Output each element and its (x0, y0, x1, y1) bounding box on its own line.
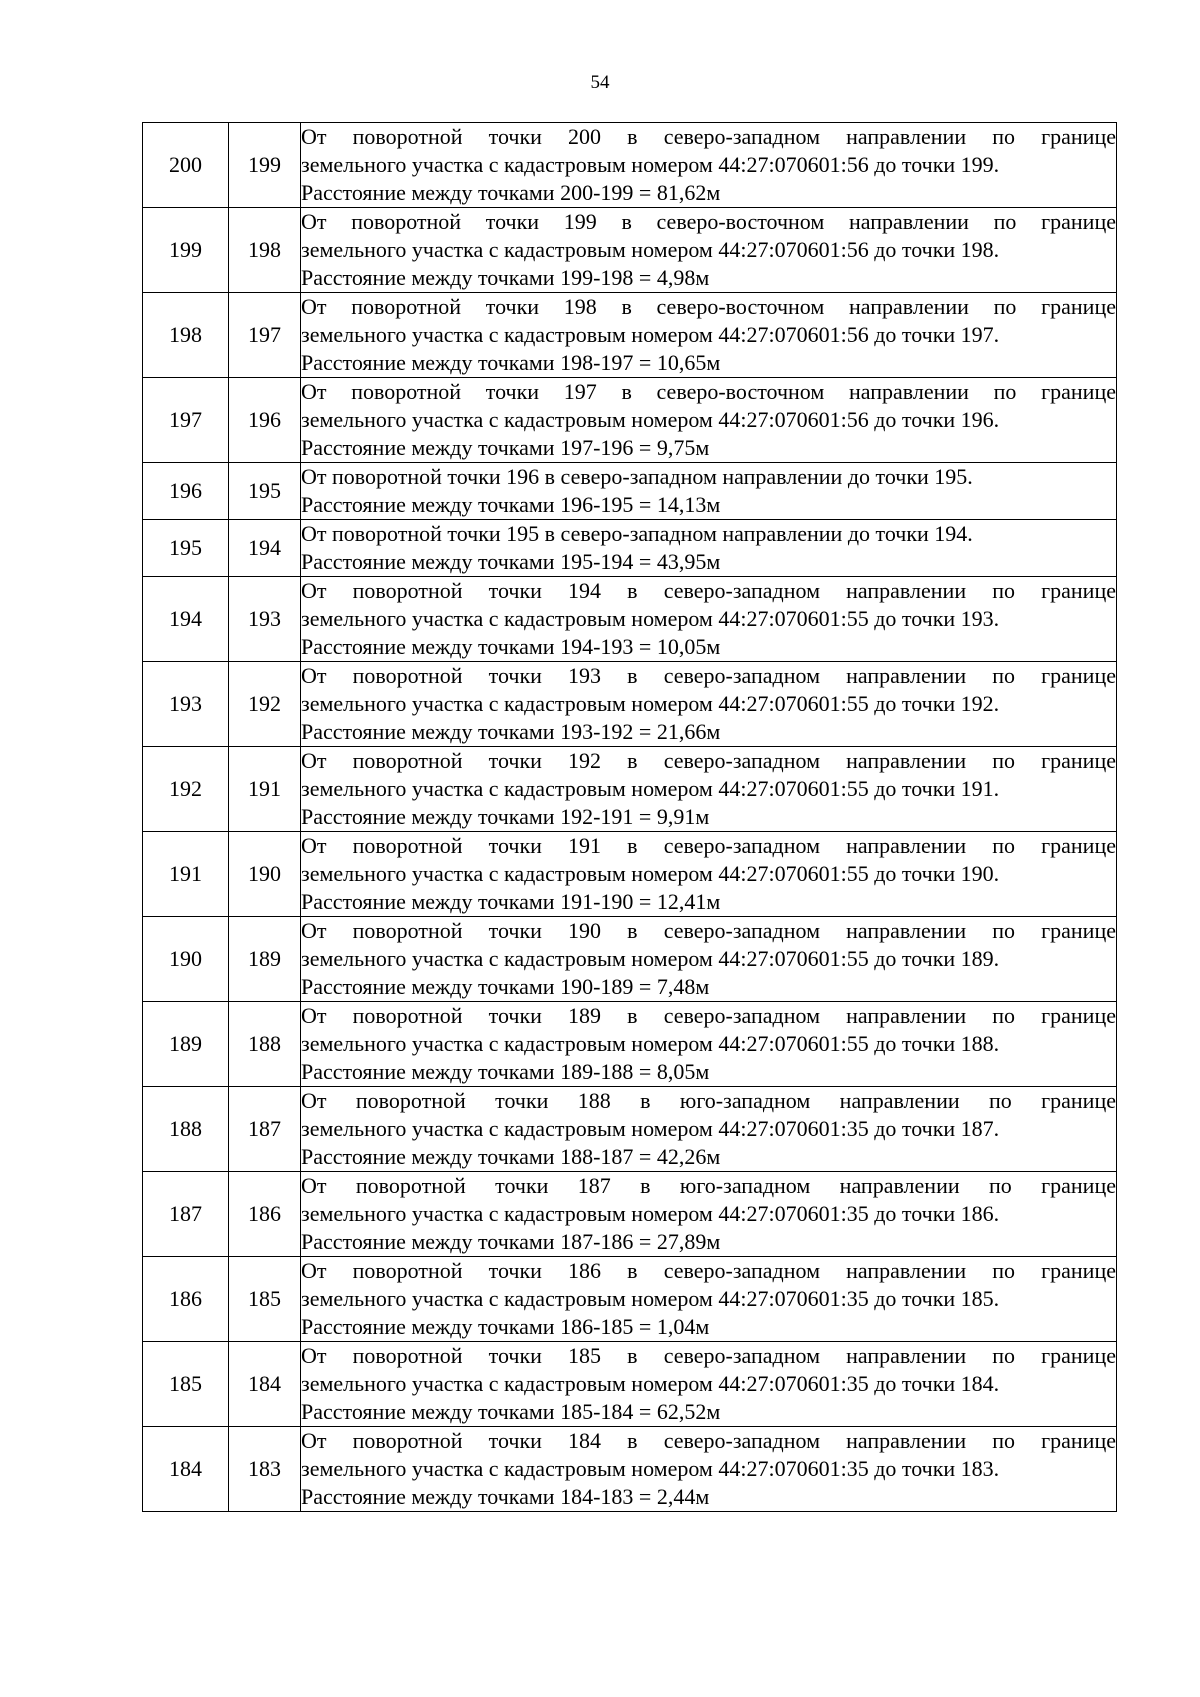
table-row (143, 293, 1117, 378)
point-to-cell: 188 (229, 1002, 301, 1087)
table-row (143, 208, 1117, 293)
description-line: От поворотной точки 195 в северо-западном направлении до точки 194. (301, 521, 973, 546)
description-line: земельного участка с кадастровым номером 44:27:070601:35 до точки 185. (301, 1286, 1000, 1311)
description-cell (301, 917, 1117, 1002)
point-to-cell: 195 (229, 463, 301, 520)
description-cell (301, 378, 1117, 463)
description-line: земельного участка с кадастровым номером 44:27:070601:56 до точки 198. (301, 237, 1000, 262)
point-from-cell: 187 (143, 1172, 229, 1257)
description-cell (301, 1257, 1117, 1342)
description-line: земельного участка с кадастровым номером 44:27:070601:56 до точки 197. (301, 322, 1000, 347)
distance-line: Расстояние между точками 184-183 = 2,44м (301, 1484, 710, 1509)
description-line: От поворотной точки 187 в юго-западном направлении по границе (301, 1173, 1116, 1198)
description-cell (301, 208, 1117, 293)
table-row (143, 747, 1117, 832)
description-line: земельного участка с кадастровым номером 44:27:070601:55 до точки 189. (301, 946, 1000, 971)
distance-line: Расстояние между точками 195-194 = 43,95м (301, 549, 721, 574)
table-row (143, 577, 1117, 662)
point-to-cell: 189 (229, 917, 301, 1002)
distance-line: Расстояние между точками 186-185 = 1,04м (301, 1314, 710, 1339)
point-from-cell: 189 (143, 1002, 229, 1087)
table-row (143, 123, 1117, 208)
distance-line: Расстояние между точками 191-190 = 12,41м (301, 889, 721, 914)
distance-line: Расстояние между точками 189-188 = 8,05м (301, 1059, 710, 1084)
point-to-cell: 192 (229, 662, 301, 747)
description-cell (301, 662, 1117, 747)
table-row (143, 520, 1117, 577)
point-to-cell: 184 (229, 1342, 301, 1427)
point-from-cell: 184 (143, 1427, 229, 1512)
point-to-cell: 193 (229, 577, 301, 662)
distance-line: Расстояние между точками 190-189 = 7,48м (301, 974, 710, 999)
table-row (143, 1172, 1117, 1257)
point-to-cell: 199 (229, 123, 301, 208)
boundary-table-body (143, 123, 1117, 1512)
description-cell (301, 1087, 1117, 1172)
distance-line: Расстояние между точками 185-184 = 62,52м (301, 1399, 721, 1424)
point-from-cell: 192 (143, 747, 229, 832)
distance-line: Расстояние между точками 200-199 = 81,62м (301, 180, 721, 205)
description-line: От поворотной точки 193 в северо-западном направлении по границе (301, 663, 1116, 688)
point-from-cell: 190 (143, 917, 229, 1002)
description-line: От поворотной точки 190 в северо-западном направлении по границе (301, 918, 1116, 943)
description-cell (301, 1427, 1117, 1512)
table-row (143, 463, 1117, 520)
point-from-cell: 186 (143, 1257, 229, 1342)
point-to-cell: 186 (229, 1172, 301, 1257)
point-from-cell: 185 (143, 1342, 229, 1427)
distance-line: Расстояние между точками 196-195 = 14,13м (301, 492, 721, 517)
point-to-cell: 191 (229, 747, 301, 832)
description-cell (301, 832, 1117, 917)
distance-line: Расстояние между точками 199-198 = 4,98м (301, 265, 710, 290)
table-row (143, 832, 1117, 917)
point-from-cell: 188 (143, 1087, 229, 1172)
description-line: земельного участка с кадастровым номером 44:27:070601:56 до точки 199. (301, 152, 1000, 177)
point-to-cell: 197 (229, 293, 301, 378)
table-row (143, 1002, 1117, 1087)
description-line: земельного участка с кадастровым номером 44:27:070601:55 до точки 191. (301, 776, 1000, 801)
distance-line: Расстояние между точками 194-193 = 10,05м (301, 634, 721, 659)
description-cell (301, 1002, 1117, 1087)
table-row (143, 1427, 1117, 1512)
description-cell (301, 747, 1117, 832)
description-cell (301, 577, 1117, 662)
description-line: От поворотной точки 200 в северо-западном направлении по границе (301, 124, 1116, 149)
point-to-cell: 185 (229, 1257, 301, 1342)
table-row (143, 1087, 1117, 1172)
point-to-cell: 187 (229, 1087, 301, 1172)
page-number: 54 (590, 72, 610, 93)
description-cell (301, 520, 1117, 577)
table-row (143, 378, 1117, 463)
point-from-cell: 197 (143, 378, 229, 463)
point-to-cell: 194 (229, 520, 301, 577)
description-cell (301, 463, 1117, 520)
point-from-cell: 200 (143, 123, 229, 208)
description-line: От поворотной точки 185 в северо-западном направлении по границе (301, 1343, 1116, 1368)
description-line: земельного участка с кадастровым номером 44:27:070601:55 до точки 190. (301, 861, 1000, 886)
description-line: земельного участка с кадастровым номером 44:27:070601:35 до точки 184. (301, 1371, 1000, 1396)
distance-line: Расстояние между точками 197-196 = 9,75м (301, 435, 710, 460)
distance-line: Расстояние между точками 193-192 = 21,66м (301, 719, 721, 744)
point-to-cell: 190 (229, 832, 301, 917)
description-line: земельного участка с кадастровым номером 44:27:070601:35 до точки 186. (301, 1201, 1000, 1226)
description-line: земельного участка с кадастровым номером 44:27:070601:35 до точки 187. (301, 1116, 1000, 1141)
point-from-cell: 194 (143, 577, 229, 662)
description-line: От поворотной точки 191 в северо-западном направлении по границе (301, 833, 1116, 858)
description-cell (301, 123, 1117, 208)
point-from-cell: 191 (143, 832, 229, 917)
table-row (143, 917, 1117, 1002)
distance-line: Расстояние между точками 188-187 = 42,26м (301, 1144, 721, 1169)
description-line: От поворотной точки 184 в северо-западном направлении по границе (301, 1428, 1116, 1453)
distance-line: Расстояние между точками 198-197 = 10,65м (301, 350, 721, 375)
point-from-cell: 195 (143, 520, 229, 577)
boundary-table (142, 122, 1117, 1512)
description-line: земельного участка с кадастровым номером 44:27:070601:35 до точки 183. (301, 1456, 1000, 1481)
point-from-cell: 193 (143, 662, 229, 747)
description-cell (301, 293, 1117, 378)
point-from-cell: 198 (143, 293, 229, 378)
description-line: От поворотной точки 194 в северо-западном направлении по границе (301, 578, 1116, 603)
description-line: От поворотной точки 197 в северо-восточном направлении по границе (301, 379, 1116, 404)
description-line: земельного участка с кадастровым номером 44:27:070601:55 до точки 192. (301, 691, 1000, 716)
distance-line: Расстояние между точками 192-191 = 9,91м (301, 804, 710, 829)
description-line: земельного участка с кадастровым номером 44:27:070601:55 до точки 188. (301, 1031, 1000, 1056)
distance-line: Расстояние между точками 187-186 = 27,89м (301, 1229, 721, 1254)
description-line: земельного участка с кадастровым номером 44:27:070601:55 до точки 193. (301, 606, 1000, 631)
point-from-cell: 199 (143, 208, 229, 293)
description-line: От поворотной точки 189 в северо-западном направлении по границе (301, 1003, 1116, 1028)
description-line: От поворотной точки 199 в северо-восточном направлении по границе (301, 209, 1116, 234)
description-line: От поворотной точки 186 в северо-западном направлении по границе (301, 1258, 1116, 1283)
description-line: От поворотной точки 196 в северо-западном направлении до точки 195. (301, 464, 973, 489)
description-cell (301, 1172, 1117, 1257)
point-from-cell: 196 (143, 463, 229, 520)
description-cell (301, 1342, 1117, 1427)
description-line: земельного участка с кадастровым номером 44:27:070601:56 до точки 196. (301, 407, 1000, 432)
table-row (143, 1342, 1117, 1427)
point-to-cell: 183 (229, 1427, 301, 1512)
description-line: От поворотной точки 198 в северо-восточном направлении по границе (301, 294, 1116, 319)
table-row (143, 1257, 1117, 1342)
description-line: От поворотной точки 188 в юго-западном направлении по границе (301, 1088, 1116, 1113)
table-row (143, 662, 1117, 747)
point-to-cell: 198 (229, 208, 301, 293)
description-line: От поворотной точки 192 в северо-западном направлении по границе (301, 748, 1116, 773)
point-to-cell: 196 (229, 378, 301, 463)
